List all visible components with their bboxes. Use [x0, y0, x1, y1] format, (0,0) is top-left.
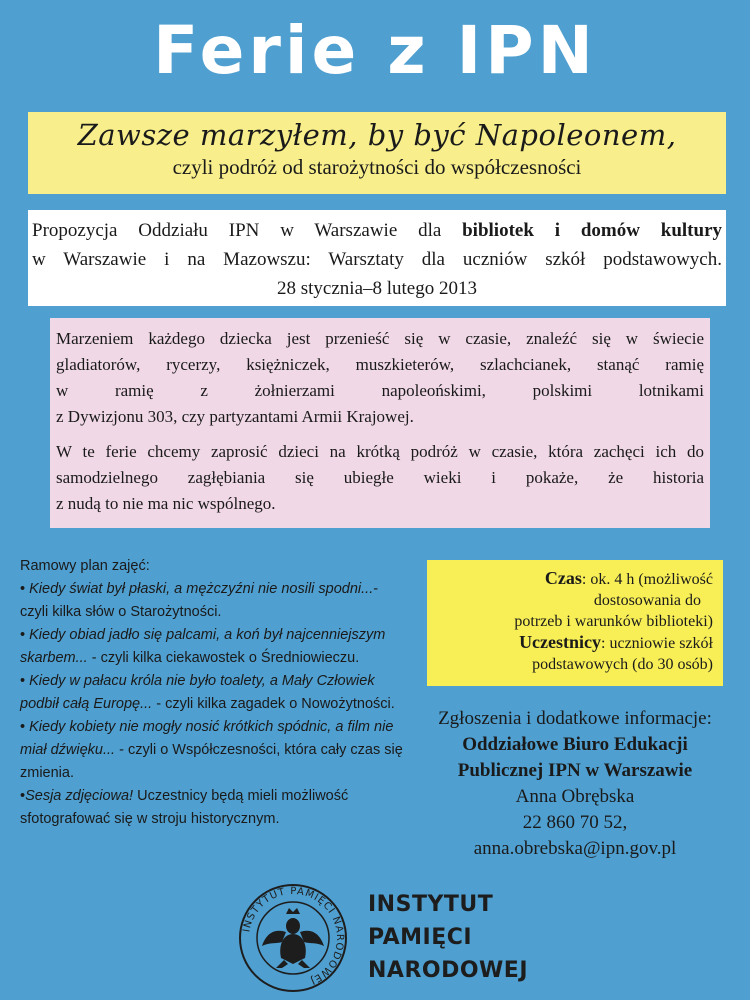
participants-line [433, 632, 713, 654]
plan-item-desc: - czyli kilka słów o Starożytności. [20, 581, 379, 620]
plan-item-desc: Uczestnicy będą mieli możliwość sfotografować się w stroju historycznym. [20, 788, 349, 827]
plan-item-desc: - czyli o Współczesności, która cały czas się zmienia. [20, 742, 403, 781]
subtitle-sub: czyli podróż od starożytności do współczesności [172, 155, 582, 179]
details-box [427, 560, 723, 686]
intro-line-1 [32, 216, 722, 245]
svg-text:INSTYTUT PAMIĘCI NARODOWEJ: INSTYTUT PAMIĘCI NARODOWEJ [241, 885, 346, 987]
description-p2-line: z nudą to nie ma nic wspólnego. [56, 494, 276, 513]
subtitle-band [28, 112, 726, 194]
contact-heading: Zgłoszenia i dodatkowe informacje: [438, 708, 712, 729]
intro-line-1-text: Propozycja Oddziału IPN w Warszawie dla [32, 220, 463, 241]
plan-item-title: Kiedy świat był płaski, a mężczyźni nie nosili spodni... [29, 581, 374, 597]
plan-item-title: Sesja zdjęciowa! [25, 788, 134, 804]
plan-item-desc: - czyli kilka zagadek o Nowożytności. [152, 696, 395, 712]
time-line [433, 568, 713, 590]
intro-dates: 28 stycznia–8 lutego 2013 [277, 278, 477, 299]
plan-item-desc: - czyli kilka ciekawostek o Średniowieczu. [87, 650, 360, 666]
intro-box [28, 210, 726, 306]
contact-block [410, 706, 740, 862]
description-p1-line: z Dywizjonu 303, czy partyzantami Armii Krajowej. [56, 407, 414, 426]
contact-person: Anna Obrębska [515, 786, 635, 807]
institute-name-line: NARODOWEJ [368, 958, 529, 983]
plan-item: • Kiedy kobiety nie mogły nosić krótkich spódnic, a film nie miał dźwięku... - czyli o Współczesności, która cały czas się zmienia. [20, 719, 403, 781]
eagle-emblem-icon [234, 882, 352, 994]
participants-value: : uczniowie szkół [601, 635, 713, 652]
participants-label: Uczestnicy [519, 632, 602, 652]
contact-email[interactable]: anna.obrebska@ipn.gov.pl [473, 838, 677, 859]
plan-item: • Kiedy obiad jadło się palcami, a koń był najcenniejszym skarbem... - czyli kilka ciekawostek o Średniowieczu. [20, 627, 386, 666]
description-paragraph-2 [56, 439, 704, 517]
contact-office-2: Publicznej IPN w Warszawie [457, 760, 693, 781]
institute-name-line: PAMIĘCI [368, 925, 473, 950]
description-p2-line: samodzielnego zagłębiania się ubiegłe wieki i pokaże, że historia [56, 468, 704, 487]
time-label: Czas [544, 568, 582, 588]
plan-item-title: Kiedy obiad jadło się palcami, a koń był najcenniejszym skarbem... [20, 627, 386, 666]
contact-office-1: Oddziałowe Biuro Edukacji [462, 734, 688, 755]
plan-heading: Ramowy plan zajęć: [20, 558, 150, 574]
institute-name [368, 888, 528, 987]
institute-name-line: INSTYTUT [368, 892, 494, 917]
intro-line-2: w Warszawie i na Mazowszu: Warsztaty dla uczniów szkół podstawowych. [32, 249, 722, 270]
description-p1-line: gladiatorów, rycerzy, księżniczek, muszkieterów, szlachcianek, stanąć ramię [56, 355, 704, 374]
time-line-2: dostosowania do [593, 592, 701, 609]
contact-phone: 22 860 70 52, [522, 812, 628, 833]
description-p1-line: Marzeniem każdego dziecka jest przenieść się w czasie, znaleźć się w świecie [56, 329, 704, 348]
poster-title: Ferie z IPN [153, 12, 597, 89]
plan-item: • Kiedy w pałacu króla nie było toalety, a Mały Człowiek podbił całą Europę... - czyli kilka zagadek o Nowożytności. [20, 673, 395, 712]
plan-list [20, 555, 410, 831]
plan-item: • Kiedy świat był płaski, a mężczyźni nie nosili spodni...- czyli kilka słów o Starożytności. [20, 581, 379, 620]
subtitle-main: Zawsze marzyłem, by być Napoleonem, [77, 118, 677, 152]
intro-highlight: bibliotek i domów kultury [462, 220, 722, 241]
time-value: : ok. 4 h (możliwość [581, 571, 713, 588]
description-p1-line: w ramię z żołnierzami napoleońskimi, polskimi lotnikami [56, 381, 704, 400]
plan-item-title: Kiedy kobiety nie mogły nosić krótkich spódnic, a film nie miał dźwięku... [20, 719, 394, 758]
description-p2-line: W te ferie chcemy zaprosić dzieci na krótką podróż w czasie, która zachęci ich do [56, 442, 704, 461]
participants-line-2: podstawowych (do 30 osób) [532, 656, 713, 673]
plan-item-title: Kiedy w pałacu króla nie było toalety, a Mały Człowiek podbił całą Europę... [20, 673, 375, 712]
plan-item: •Sesja zdjęciowa! Uczestnicy będą mieli możliwość sfotografować się w stroju historycznym. [20, 788, 349, 827]
description-box [50, 318, 710, 528]
description-paragraph-1 [56, 326, 704, 430]
time-line-3: potrzeb i warunków biblioteki) [514, 613, 713, 630]
